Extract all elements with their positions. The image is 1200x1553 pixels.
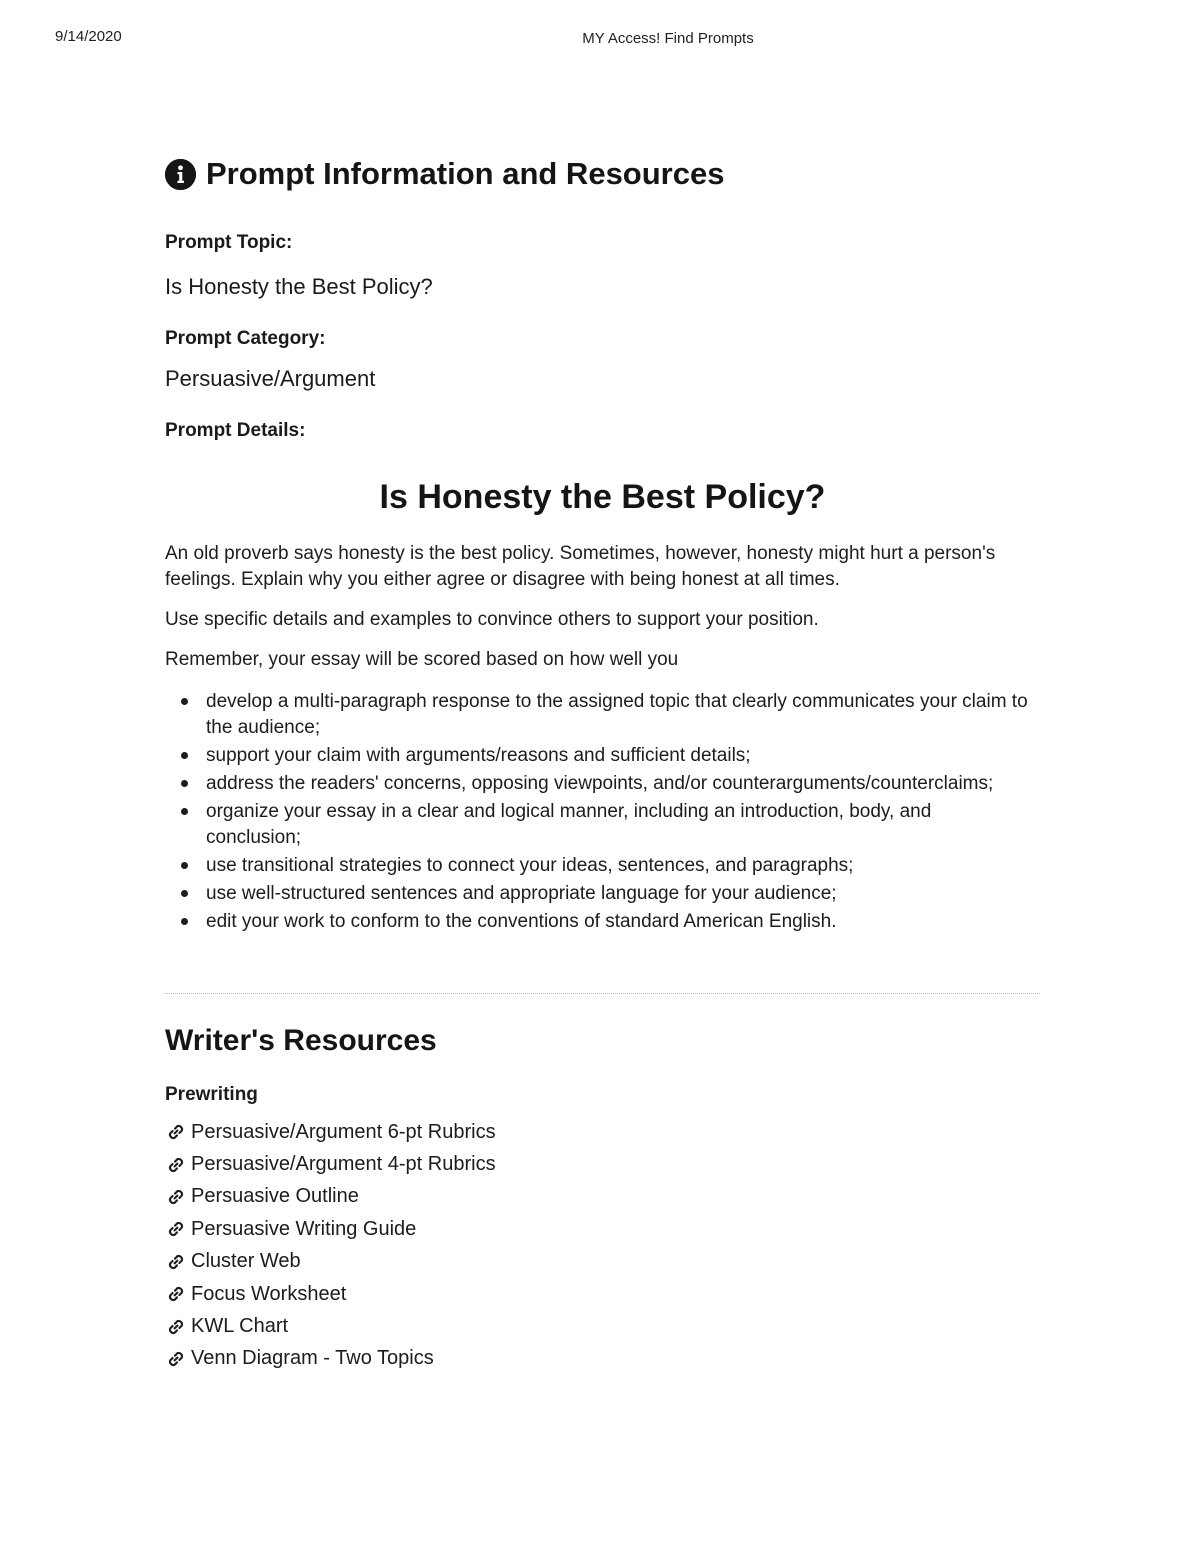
criteria-item-text: address the readers' concerns, opposing viewpoints, and/or counterarguments/counterclaims; [206, 773, 994, 794]
criteria-item [206, 743, 1040, 769]
criteria-item [206, 853, 1040, 879]
resource-link-writing-guide[interactable]: Persuasive Writing Guide [191, 1217, 417, 1240]
criteria-item [206, 771, 1040, 797]
criteria-item-text: support your claim with arguments/reasons and sufficient details; [206, 745, 751, 766]
bullet-icon [181, 698, 188, 705]
link-icon [165, 1218, 187, 1240]
criteria-item [206, 881, 1040, 907]
section-divider [165, 993, 1040, 994]
prewriting-resource-list [165, 1116, 1040, 1375]
prompt-topic-label: Prompt Topic: [165, 232, 293, 253]
bullet-icon [181, 918, 188, 925]
criteria-item-text: organize your essay in a clear and logical manner, including an introduction, body, and conclusion; [206, 801, 932, 848]
resource-link-kwl-chart[interactable]: KWL Chart [191, 1315, 289, 1338]
resource-link-persuasive-outline[interactable]: Persuasive Outline [191, 1185, 359, 1208]
print-page-title: MY Access! Find Prompts [582, 30, 754, 47]
criteria-item-text: edit your work to conform to the conventions of standard American English. [206, 911, 837, 932]
resource-link-cluster-web[interactable]: Cluster Web [191, 1250, 301, 1273]
prompt-paragraph: Remember, your essay will be scored based on how well you [165, 649, 679, 670]
bullet-icon [181, 780, 188, 787]
link-icon [165, 1316, 187, 1338]
prompt-category-label: Prompt Category: [165, 328, 326, 349]
prompt-details-title: Is Honesty the Best Policy? [379, 478, 826, 516]
bullet-icon [181, 808, 188, 815]
criteria-item [206, 909, 1040, 935]
criteria-item-text: use transitional strategies to connect your ideas, sentences, and paragraphs; [206, 855, 854, 876]
prompt-content [165, 150, 1040, 1375]
scoring-criteria-list [165, 689, 1040, 935]
prompt-details-label: Prompt Details: [165, 420, 306, 441]
prompt-category-value: Persuasive/Argument [165, 366, 376, 391]
prompt-info-heading-text: Prompt Information and Resources [206, 156, 725, 191]
resource-link-venn-diagram[interactable]: Venn Diagram - Two Topics [191, 1347, 434, 1370]
resource-item [165, 1213, 1040, 1245]
prewriting-label: Prewriting [165, 1084, 258, 1105]
resource-link-focus-worksheet[interactable]: Focus Worksheet [191, 1282, 347, 1305]
prompt-topic-value: Is Honesty the Best Policy? [165, 274, 433, 299]
criteria-item-text: use well-structured sentences and appropriate language for your audience; [206, 883, 837, 904]
resource-item [165, 1116, 1040, 1148]
info-circle-icon [165, 159, 196, 190]
bullet-icon [181, 752, 188, 759]
resource-item [165, 1148, 1040, 1180]
resource-item [165, 1278, 1040, 1310]
prompt-paragraph: Use specific details and examples to convince others to support your position. [165, 609, 819, 630]
bullet-icon [181, 862, 188, 869]
criteria-item-text: develop a multi-paragraph response to the assigned topic that clearly communicates your claim to the audience; [206, 691, 1028, 738]
link-icon [165, 1348, 187, 1370]
resource-item [165, 1181, 1040, 1213]
link-icon [165, 1283, 187, 1305]
prompt-paragraph: An old proverb says honesty is the best policy. Sometimes, however, honesty might hurt a person's feelings. Explain why you either agree or disagree with being honest at all times. [165, 543, 996, 590]
criteria-item [206, 799, 1040, 851]
criteria-item [206, 689, 1040, 741]
resource-item [165, 1246, 1040, 1278]
resource-item [165, 1343, 1040, 1375]
link-icon [165, 1186, 187, 1208]
link-icon [165, 1121, 187, 1143]
link-icon [165, 1251, 187, 1273]
resource-link-6pt-rubrics[interactable]: Persuasive/Argument 6-pt Rubrics [191, 1120, 496, 1143]
print-date: 9/14/2020 [55, 28, 122, 45]
bullet-icon [181, 890, 188, 897]
resource-item [165, 1310, 1040, 1342]
resource-link-4pt-rubrics[interactable]: Persuasive/Argument 4-pt Rubrics [191, 1153, 496, 1176]
print-header [0, 28, 1200, 52]
link-icon [165, 1154, 187, 1176]
prompt-info-heading [165, 150, 1040, 198]
writers-resources-heading: Writer's Resources [165, 1024, 437, 1057]
